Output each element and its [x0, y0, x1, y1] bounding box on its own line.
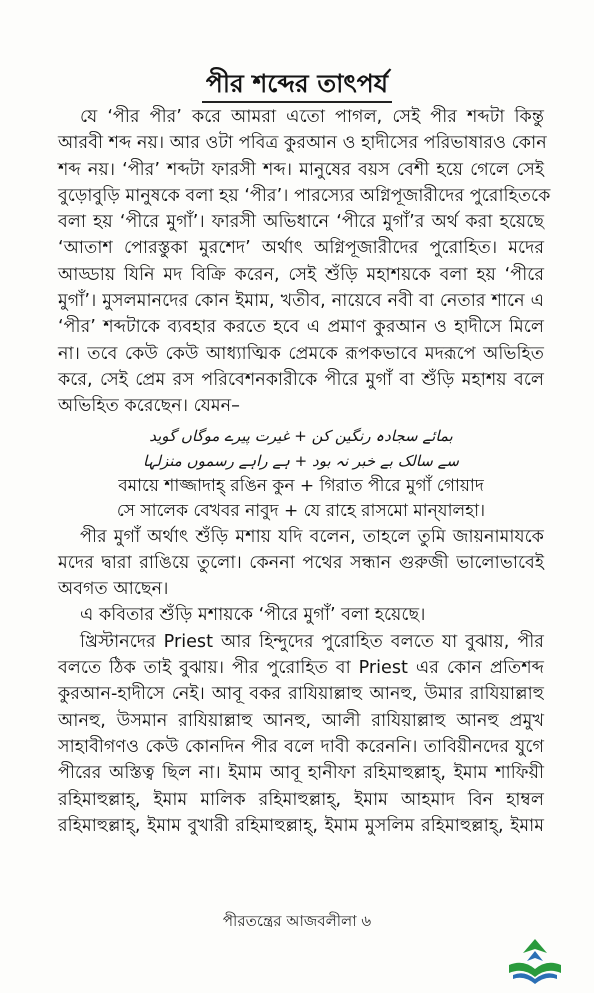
- text-line: পীর মুগাঁ অর্থাৎ শুঁড়ি মশায় যদি বলেন, তাহলে তুমি জায়নামাযকে: [80, 526, 544, 547]
- text-line: কুরআন-হাদীসে নেই। আবূ বকর রাযিয়াল্লাহু আনহু, উমার রাযিয়াল্লাহু: [58, 684, 544, 705]
- text-line: আড্ডায় যিনি মদ বিক্রি করেন, সেই শুঁড়ি মহাশয়কে বলা হয় ‘পীরে: [58, 264, 544, 285]
- text-line: বলতে ঠিক তাই বুঝায়। পীর পুরোহিত বা Priest এর কোন প্রতিশব্দ: [58, 658, 544, 679]
- text-line: না। তবে কেউ কেউ আধ্যাত্মিক প্রেমকে রূপকভাবে মদরূপে অভিহিত: [58, 343, 544, 364]
- title-wrap: [0, 68, 594, 103]
- text-line: রহিমাহুল্লাহ্‌, ইমাম বুখারী রহিমাহুল্লাহ্‌, ইমাম মুসলিম রহিমাহুল্লাহ্‌, ইমাম: [58, 815, 544, 836]
- text-line: বুড়োবুড়ি মানুষকে বলা হয় ‘পীর’। পারস্যের অগ্নিপূজারীদের পুরোহিতকে: [58, 185, 551, 206]
- text-line: অভিহিত করেছেন। যেমন–: [58, 396, 240, 417]
- text-line: ‘আতাশ পোরস্তুকা মুরশেদ’ অর্থাৎ অগ্নিপূজারীদের পুরোহিত। মদের: [58, 238, 544, 259]
- text-line: আরবী শব্দ নয়। আর ওটা পবিত্র কুরআন ও হাদীসের পরিভাষারও কোন: [58, 133, 547, 154]
- text-line: আনহু, উসমান রাযিয়াল্লাহু আনহু, আলী রাযিয়াল্লাহু আনহু প্রমুখ: [58, 710, 544, 731]
- text-line: এ কবিতার শুঁড়ি মশায়কে ‘পীরে মুগাঁ’ বলা হয়েছে।: [80, 605, 426, 626]
- text-line: রহিমাহুল্লাহ্‌, ইমাম মালিক রহিমাহুল্লাহ্‌, ইমাম আহমাদ বিন হাম্বল: [58, 789, 544, 810]
- text-line: যে ‘পীর পীর’ করে আমরা এতো পাগল, সেই পীর শব্দটা কিন্তু: [80, 107, 544, 127]
- text-line: সাহাবীগণও কেউ কোনদিন পীর বলে দাবী করেননি। তাবিয়ীনদের যুগে: [58, 736, 544, 757]
- text-line: পীরের অস্তিত্ব ছিল না। ইমাম আবূ হানীফা রহিমাহুল্লাহ্‌, ইমাম শাফিয়ী: [58, 763, 544, 784]
- urdu-couplet: [58, 424, 544, 474]
- text-line: মুগাঁ’। মুসলমানদের কোন ইমাম, খতীব, নায়েবে নবী বা নেতার শানে এ: [58, 291, 544, 312]
- body-text: [58, 104, 551, 839]
- text-line: বলা হয় ‘পীরে মুগাঁ’। ফারসী অভিধানে ‘পীরে মুগাঁ’র অর্থ করা হয়েছে: [58, 212, 544, 233]
- page-title: পীর শব্দের তাৎপর্য: [202, 68, 392, 103]
- text-line: ‘পীর’ শব্দটাকে ব্যবহার করতে হবে এ প্রমাণ কুরআন ও হাদীসে মিলে: [58, 317, 544, 338]
- text-line: খ্রিস্টানদের Priest আর হিন্দুদের পুরোহিত বলতে যা বুঝায়, পীর: [80, 631, 544, 652]
- urdu-line: سے سالک بے خبر نہ بود + ہے راہے رسموں منزلہا: [143, 451, 459, 470]
- verse-line: বমায়ে শাজ্জাদাহ্‌ রঙিন কুন + গিরাত পীরে মুগাঁ গোয়াদ: [118, 475, 484, 496]
- page-footer: পীরতন্ত্রের আজবলীলা ৬: [222, 912, 372, 930]
- text-line: মদের দ্বারা রাঙিয়ে তুলো। কেননা পথের সন্ধান গুরুজী ভালোভাবেই: [58, 552, 544, 573]
- book-leaf-logo-icon: [505, 935, 565, 987]
- urdu-line: بمائے سجادہ رنگین کن + غیرت پیرے موگاں گوید: [149, 426, 453, 445]
- text-line: শব্দ নয়। ‘পীর’ শব্দটা ফারসী শব্দ। মানুষের বয়স বেশী হয়ে গেলে সেই: [58, 159, 544, 180]
- verse-line: সে সালেক বেখবর নাবুদ + যে রাহে রাসমো মান্‌যালহা।: [116, 500, 486, 521]
- text-line: করে, সেই প্রেম রস পরিবেশনকারীকে পীরে মুগাঁ বা শুঁড়ি মহাশয় বলে: [58, 369, 544, 390]
- text-line: অবগত আছেন।: [58, 579, 169, 600]
